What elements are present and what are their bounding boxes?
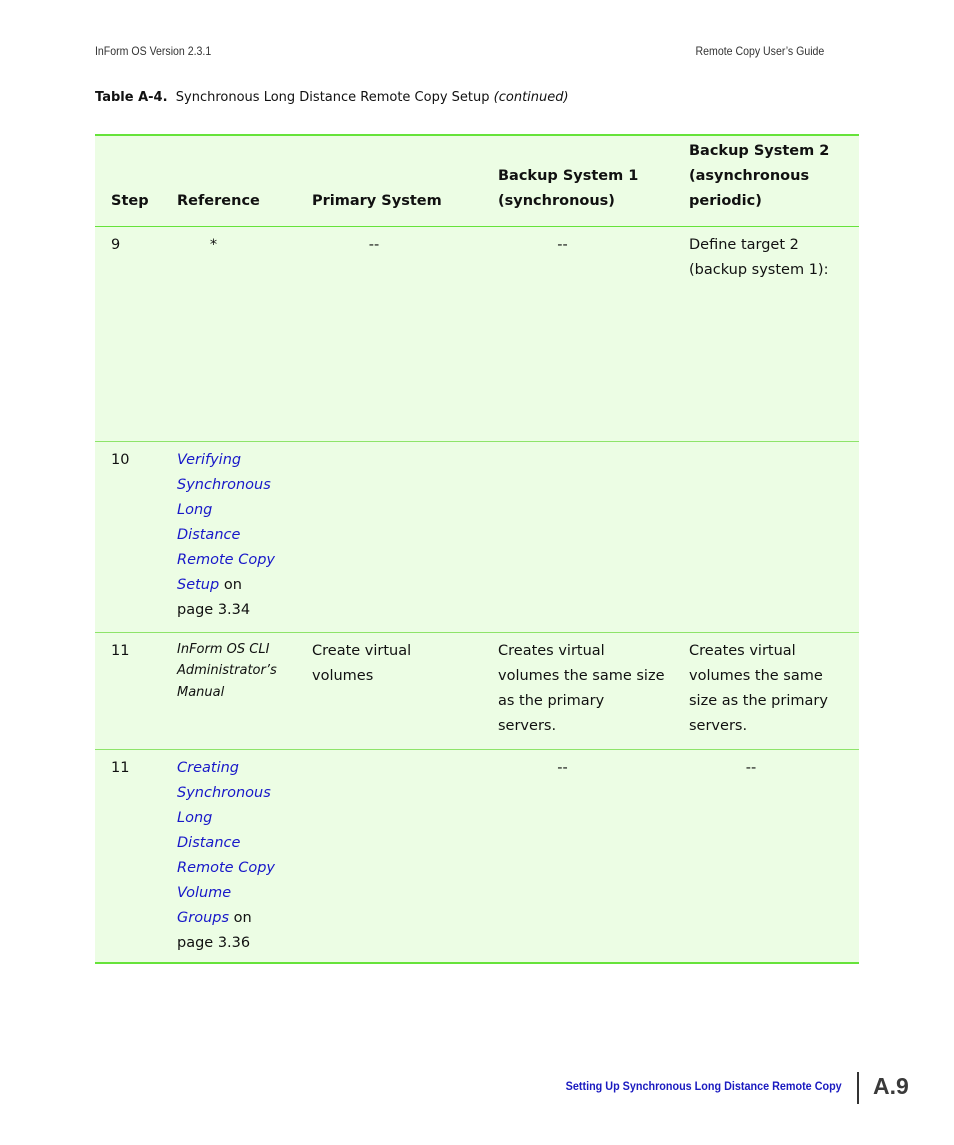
cell-backup2 <box>673 226 859 441</box>
reference-suffix: on <box>219 576 242 593</box>
cell-reference <box>161 441 296 632</box>
link-text-line: Synchronous <box>177 476 271 493</box>
cell-backup1: Creates virtual volumes the same size as the primary servers. <box>482 632 673 749</box>
link-text-line: Creating <box>177 759 240 776</box>
cell-backup1 <box>482 441 673 632</box>
column-header-step: Step <box>95 135 161 226</box>
cell-primary <box>296 441 482 632</box>
table-caption-label: Table A-4. <box>95 90 168 105</box>
cell-reference <box>161 632 296 749</box>
link-text-line: Remote Copy <box>177 551 275 568</box>
link-text-line: Distance <box>177 526 241 543</box>
cell-step: 10 <box>95 441 161 632</box>
cell-primary: -- <box>368 236 380 253</box>
link-text-line: Setup <box>177 576 220 593</box>
link-text-line: Groups <box>177 909 230 926</box>
cell-backup2: Creates virtual volumes the same size as the primary servers. <box>673 632 859 749</box>
cell-backup2-line2: (backup system 1): <box>689 261 829 278</box>
cell-primary: Create virtual volumes <box>296 632 482 749</box>
cell-primary <box>296 749 482 963</box>
cell-backup2-line1: Define target 2 <box>689 236 799 253</box>
cell-reference: * <box>209 236 218 253</box>
footer-divider <box>857 1072 859 1104</box>
table-row <box>95 441 859 632</box>
cell-backup1: -- <box>557 236 568 253</box>
table-caption-title: Synchronous Long Distance Remote Copy Setup <box>175 90 490 105</box>
reference-line: InForm OS CLI <box>177 641 270 657</box>
link-text-line: Synchronous <box>177 784 271 801</box>
reference-page: page 3.36 <box>177 934 251 951</box>
cell-reference <box>161 749 296 963</box>
column-header-backup2-line3: periodic) <box>689 192 762 209</box>
column-header-primary: Primary System <box>296 135 482 226</box>
running-footer-section: Setting Up Synchronous Long Distance Remote Copy <box>565 1079 842 1093</box>
column-header-backup2-line2: (asynchronous <box>689 167 810 184</box>
cell-backup2: -- <box>673 749 859 963</box>
link-text-line: Volume <box>177 884 232 901</box>
cell-step: 9 <box>111 236 121 253</box>
table-caption-note: (continued) <box>493 90 569 105</box>
cell-step: 11 <box>95 749 161 963</box>
cell-backup2 <box>673 441 859 632</box>
page-number: A.9 <box>873 1073 909 1099</box>
link-text-line: Long <box>177 501 213 518</box>
link-text-line: Verifying <box>177 451 242 468</box>
cell-step: 11 <box>95 632 161 749</box>
column-header-backup1 <box>482 135 673 226</box>
column-header-backup1-line1: Backup System 1 <box>498 167 639 184</box>
cell-backup1: -- <box>482 749 673 963</box>
table-header-row <box>95 135 859 226</box>
link-text-line: Long <box>177 809 213 826</box>
table-row <box>95 226 859 441</box>
verifying-setup-link[interactable] <box>177 452 275 593</box>
reference-suffix: on <box>229 909 252 926</box>
link-text-line: Distance <box>177 834 241 851</box>
column-header-backup1-line2: (synchronous) <box>498 192 615 209</box>
running-header-right: Remote Copy User’s Guide <box>695 44 824 58</box>
setup-table <box>95 134 859 964</box>
creating-volume-groups-link[interactable] <box>177 760 275 926</box>
table-row <box>95 632 859 749</box>
column-header-reference: Reference <box>161 135 296 226</box>
column-header-backup2 <box>673 135 859 226</box>
reference-line: Administrator’s <box>177 663 277 678</box>
reference-page: page 3.34 <box>177 601 251 618</box>
link-text-line: Remote Copy <box>177 859 275 876</box>
table-caption <box>95 90 569 105</box>
column-header-backup2-line1: Backup System 2 <box>689 142 830 159</box>
table-row <box>95 749 859 963</box>
reference-line: Manual <box>177 684 225 700</box>
running-header-left: InForm OS Version 2.3.1 <box>95 44 212 58</box>
